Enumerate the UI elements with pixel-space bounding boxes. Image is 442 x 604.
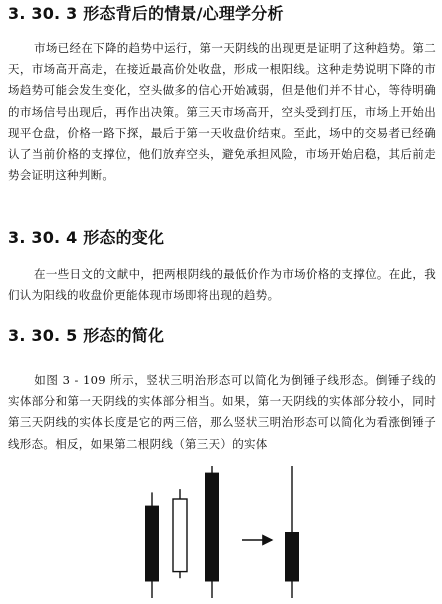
paragraph-text: 在一些日文的文献中，把两根阴线的最低价作为市场价格的支撑位。在此，我们认为阳线的收盘价更能体现市场即将出现的趋势。 [8,267,436,303]
bullish-candle-body [173,499,187,572]
paragraph-text: 如图 3 - 109 所示，竖状三明治形态可以简化为倒锤子线形态。倒锤子线的实体部分和第一天阴线的实体部分相当。如果，第一天阴线的实体部分较小，同时第三天阴线的实体长度是它的两三倍，那么竖状三明治形态可以简化为看涨倒锤子线形态。相反，如果第二根阴线（第三天）的实体 [8,373,436,451]
bearish-candle-body [205,473,219,582]
bearish-candle-body [285,532,299,582]
section-paragraph-3-30-3 [8,38,436,186]
candlestick-figure [0,452,442,600]
section-paragraph-3-30-4 [8,264,436,306]
bearish-candle-body [145,506,159,582]
paragraph-text: 市场已经在下降的趋势中运行，第一天阴线的出现更是证明了这种趋势。第二天，市场高开高走，在接近最高价处收盘，形成一根阳线。这种走势说明下降的市场趋势可能会发生变化，空头做多的信心开始减弱，但是他们并不甘心，等待明确的市场信号出现后，再作出决策。第三天市场高开，空头受到打压，市场上开始出现平仓盘，价格一路下探，最后于第一天收盘价结束。至此，场中的交易者已经确认了当前价格的支撑位，他们放弃空头，避免承担风险，市场开始启稳，其后前走势会证明这种判断。 [8,41,436,183]
section-heading-3-30-5: 3. 30. 5 形态的简化 [8,326,165,345]
section-paragraph-3-30-5 [8,370,436,455]
section-heading-3-30-3: 3. 30. 3 形态背后的情景/心理学分析 [8,4,284,23]
candlestick-diagram [0,452,442,600]
section-heading-3-30-4: 3. 30. 4 形态的变化 [8,228,165,247]
